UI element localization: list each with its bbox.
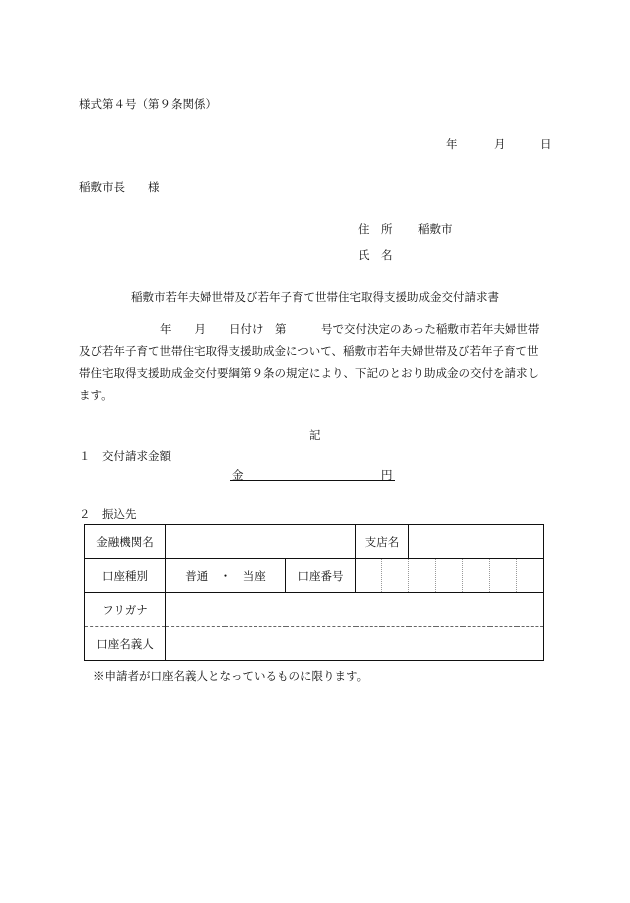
row-institution <box>85 525 544 559</box>
body-line-1: 年 月 日付け 第 号で交付決定のあった稲敷市若年夫婦世帯 <box>160 322 540 336</box>
account-digit-7[interactable] <box>517 559 544 593</box>
form-number: 様式第４号（第９条関係） <box>79 97 217 111</box>
account-digit-1[interactable] <box>356 559 382 593</box>
amount-underline <box>230 480 395 481</box>
section2-label: ２ 振込先 <box>79 507 137 521</box>
holder-label: 口座名義人 <box>85 627 166 661</box>
date-day: 日 <box>540 137 552 151</box>
account-digit-4[interactable] <box>436 559 463 593</box>
date-month: 月 <box>494 137 506 151</box>
body-line-3: 帯住宅取得支援助成金交付要綱第９条の規定により、下記のとおり助成金の交付を請求し <box>79 366 539 380</box>
account-type-options[interactable]: 普通 ・ 当座 <box>166 559 286 593</box>
body-line-4: ます。 <box>79 388 113 402</box>
account-number-label: 口座番号 <box>286 559 356 593</box>
institution-label: 金融機関名 <box>85 525 166 559</box>
address-value: 稲敷市 <box>418 222 453 236</box>
account-type-label: 口座種別 <box>85 559 166 593</box>
row-furigana <box>85 593 544 627</box>
furigana-input[interactable] <box>166 593 544 627</box>
institution-input[interactable] <box>166 525 356 559</box>
address-label: 住 所 <box>358 222 393 236</box>
body-line-2: 及び若年子育て世帯住宅取得支援助成金について、稲敷市若年夫婦世帯及び若年子育て世 <box>79 344 539 358</box>
holder-input[interactable] <box>166 627 544 661</box>
account-digit-3[interactable] <box>409 559 436 593</box>
furigana-label: フリガナ <box>85 593 166 627</box>
name-label: 氏 名 <box>358 248 393 262</box>
addressee-honorific: 様 <box>148 180 160 194</box>
bank-table <box>84 524 544 661</box>
row-holder <box>85 627 544 661</box>
note-text: ※申請者が口座名義人となっているものに限ります。 <box>93 669 369 683</box>
date-year: 年 <box>446 137 458 151</box>
row-account <box>85 559 544 593</box>
branch-label: 支店名 <box>356 525 409 559</box>
branch-input[interactable] <box>409 525 544 559</box>
ki-heading: 記 <box>309 428 321 442</box>
account-digit-6[interactable] <box>490 559 517 593</box>
document-title: 稲敷市若年夫婦世帯及び若年子育て世帯住宅取得支援助成金交付請求書 <box>131 290 499 304</box>
body-text <box>79 318 555 406</box>
account-digit-2[interactable] <box>382 559 409 593</box>
addressee-name: 稲敷市長 <box>79 180 125 194</box>
account-digit-5[interactable] <box>463 559 490 593</box>
amount-en: 円 <box>381 468 393 482</box>
section1-label: １ 交付請求金額 <box>79 449 171 463</box>
amount-kin: 金 <box>232 468 244 482</box>
